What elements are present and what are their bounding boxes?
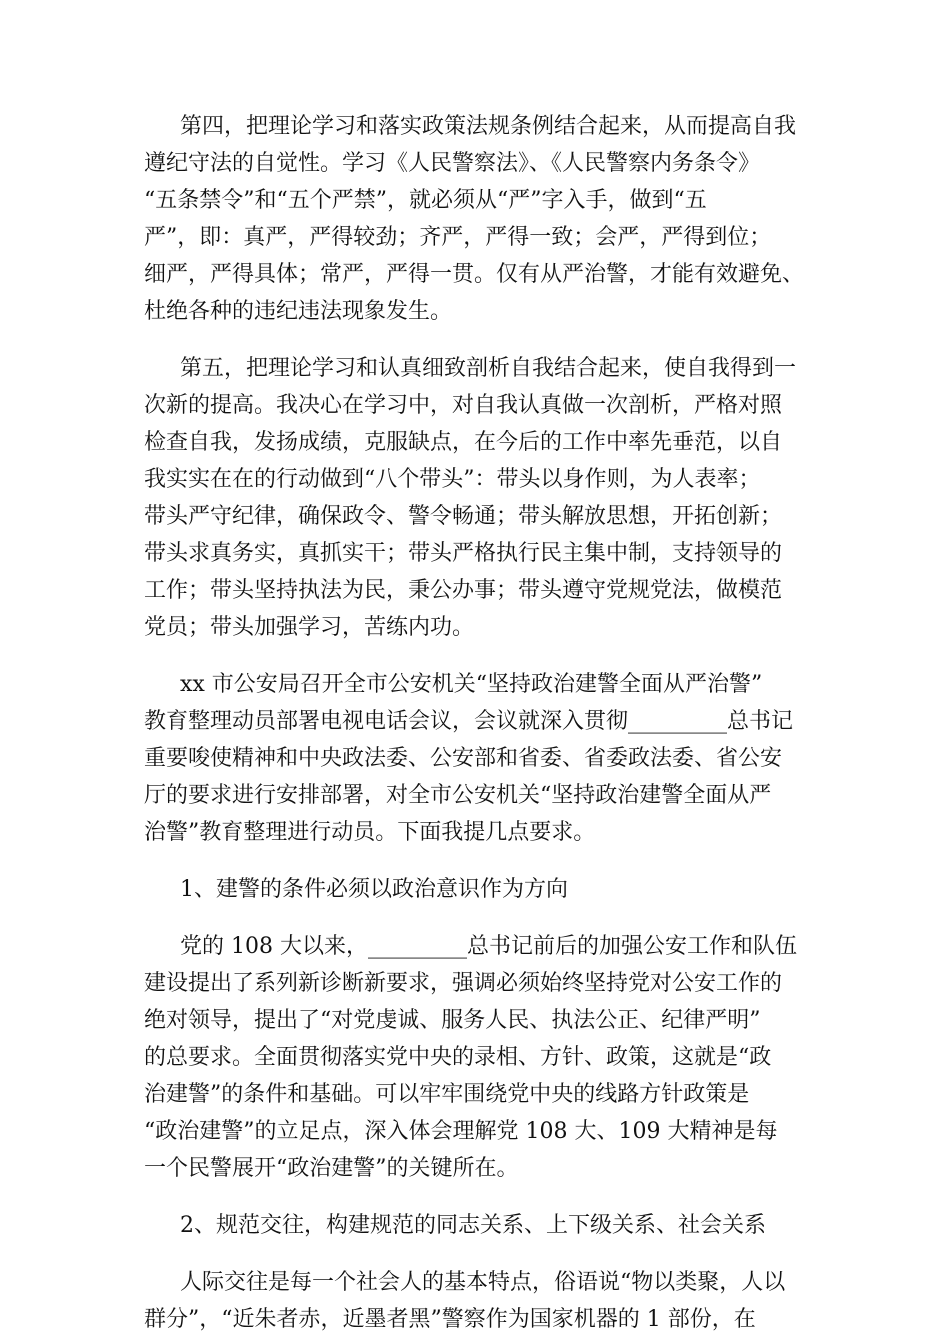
text-line: 绝对领导，提出了“对党虔诚、服务人民、执法公正、纪律严明”: [144, 1008, 761, 1033]
text-line: 工作；带头坚持执法为民，秉公办事；带头遵守党规党法，做模范: [144, 578, 783, 603]
text-line: 建设提出了系列新诊断新要求，强调必须始终坚持党对公安工作的: [144, 971, 783, 996]
text-line: 一个民警展开“政治建警”的关键所在。: [144, 1156, 519, 1181]
text-line: 治警”教育整理进行动员。下面我提几点要求。: [144, 820, 596, 845]
text-line: 党的 108 大以来，_________总书记前后的加强公安工作和队伍: [180, 934, 797, 959]
text-line: 杜绝各种的违纪违法现象发生。: [144, 299, 453, 324]
paragraph-fourth-point: [144, 108, 824, 330]
text-line: 第五，把理论学习和认真细致剖析自我结合起来，使自我得到一: [180, 356, 797, 381]
paragraph-party-congress: [144, 928, 824, 1187]
text-line: 的总要求。全面贯彻落实党中央的录相、方针、政策，这就是“政: [144, 1045, 772, 1070]
section-heading-2: 2、规范交往，构建规范的同志关系、上下级关系、社会关系: [180, 1213, 766, 1238]
text-line: 带头求真务实，真抓实干；带头严格执行民主集中制，支持领导的: [144, 541, 783, 566]
paragraph-interpersonal: [144, 1264, 824, 1338]
text-line: 第四，把理论学习和落实政策法规条例结合起来，从而提高自我: [180, 114, 797, 139]
text-line: 检查自我，发扬成绩，克服缺点，在今后的工作中率先垂范，以自: [144, 430, 783, 455]
text-line: 次新的提高。我决心在学习中，对自我认真做一次剖析，严格对照: [144, 393, 783, 418]
text-line: 严”，即：真严，严得较劲；齐严，严得一致；会严，严得到位；: [144, 225, 772, 250]
paragraph-fifth-point: [144, 350, 824, 646]
text-line: 治建警”的条件和基础。可以牢牢围绕党中央的线路方针政策是: [144, 1082, 750, 1107]
text-line: xx 市公安局召开全市公安机关“坚持政治建警全面从严治警”: [180, 672, 763, 697]
section-heading-1: 1、建警的条件必须以政治意识作为方向: [180, 877, 568, 902]
text-line: 带头严守纪律，确保政令、警令畅通；带头解放思想，开拓创新；: [144, 504, 783, 529]
document-body: [144, 108, 824, 1338]
paragraph-meeting: [144, 666, 824, 851]
text-line: 党员；带头加强学习，苦练内功。: [144, 615, 475, 640]
text-line: 群分”，“近朱者赤，近墨者黑”警察作为国家机器的 1 部份，在: [144, 1307, 756, 1332]
text-line: 教育整理动员部署电视电话会议，会议就深入贯彻_________总书记: [144, 709, 794, 734]
text-line: “政治建警”的立足点，深入体会理解党 108 大、109 大精神是每: [144, 1119, 778, 1144]
text-line: “五条禁令”和“五个严禁”，就必须从“严”字入手，做到“五: [144, 188, 707, 213]
text-line: 人际交往是每一个社会人的基本特点，俗语说“物以类聚，人以: [180, 1270, 786, 1295]
text-line: 我实实在在的行动做到“八个带头”：带头以身作则，为人表率；: [144, 467, 761, 492]
text-line: 厅的要求进行安排部署，对全市公安机关“坚持政治建警全面从严: [144, 783, 772, 808]
text-line: 遵纪守法的自觉性。学习《人民警察法》、《人民警察内务条令》: [144, 151, 761, 176]
text-line: 重要唆使精神和中央政法委、公安部和省委、省委政法委、省公安: [144, 746, 783, 771]
text-line: 细严，严得具体；常严，严得一贯。仅有从严治警，才能有效避免、: [144, 262, 805, 287]
